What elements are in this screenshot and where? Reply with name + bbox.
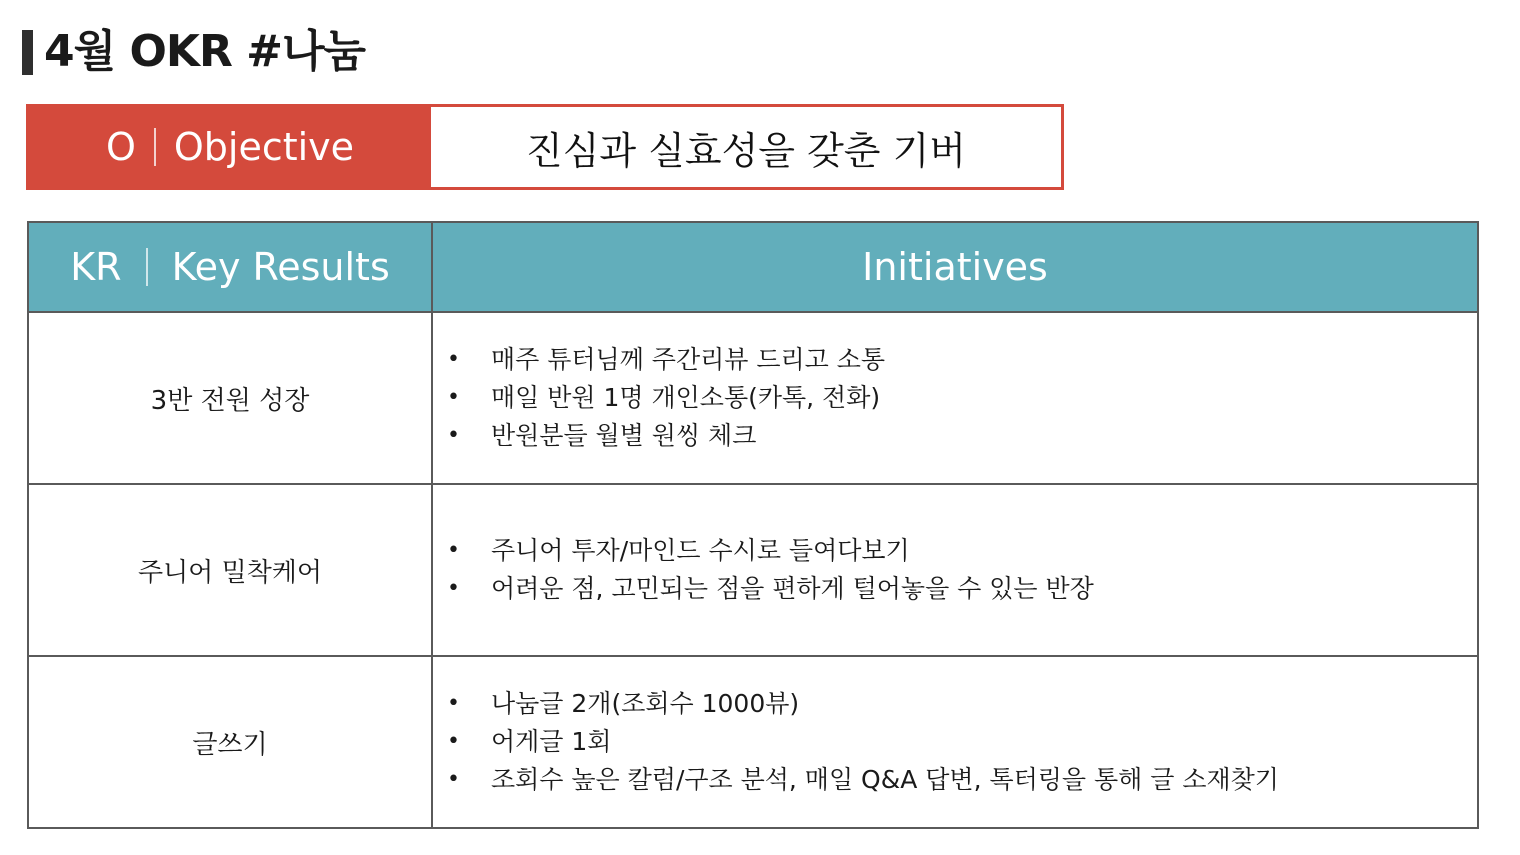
- objective-code: O: [105, 125, 136, 169]
- initiative-list: [447, 685, 1467, 799]
- kr-label: Key Results: [171, 245, 390, 289]
- table-row: [28, 484, 1478, 656]
- initiative-item: • 매일 반원 1명 개인소통(카톡, 전화): [447, 379, 1467, 417]
- initiative-item: • 매주 튜터님께 주간리뷰 드리고 소통: [447, 341, 1467, 379]
- key-result-cell: 3반 전원 성장: [28, 312, 432, 484]
- initiative-item: • 주니어 투자/마인드 수시로 들여다보기: [447, 532, 1467, 570]
- kr-header: [28, 222, 432, 312]
- initiative-item: • 어게글 1회: [447, 723, 1467, 761]
- initiative-item: • 어려운 점, 고민되는 점을 편하게 털어놓을 수 있는 반장: [447, 570, 1467, 608]
- kr-code: KR: [70, 245, 122, 289]
- key-result-cell: 주니어 밀착케어: [28, 484, 432, 656]
- title-accent-bar: [22, 30, 33, 75]
- okr-table: [27, 221, 1479, 829]
- key-result-cell: 글쓰기: [28, 656, 432, 828]
- initiatives-header: Initiatives: [432, 222, 1478, 312]
- initiatives-cell: [432, 312, 1478, 484]
- objective-label: [29, 107, 431, 187]
- table-header-row: [28, 222, 1478, 312]
- initiatives-cell: [432, 656, 1478, 828]
- initiative-list: [447, 532, 1467, 608]
- initiative-item: • 조회수 높은 칼럼/구조 분석, 매일 Q&A 답변, 톡터링을 통해 글 소재찾기: [447, 761, 1467, 799]
- initiative-list: [447, 341, 1467, 455]
- page-title: 4월 OKR #나눔: [44, 26, 366, 77]
- objective-box: [26, 104, 1064, 190]
- objective-divider: [154, 128, 156, 166]
- objective-label-text: Objective: [173, 125, 355, 169]
- initiative-item: • 나눔글 2개(조회수 1000뷰): [447, 685, 1467, 723]
- initiatives-cell: [432, 484, 1478, 656]
- table-row: [28, 312, 1478, 484]
- table-row: [28, 656, 1478, 828]
- initiative-item: • 반원분들 월별 원씽 체크: [447, 417, 1467, 455]
- objective-text: 진심과 실효성을 갖춘 기버: [525, 128, 967, 173]
- kr-divider: [146, 248, 148, 286]
